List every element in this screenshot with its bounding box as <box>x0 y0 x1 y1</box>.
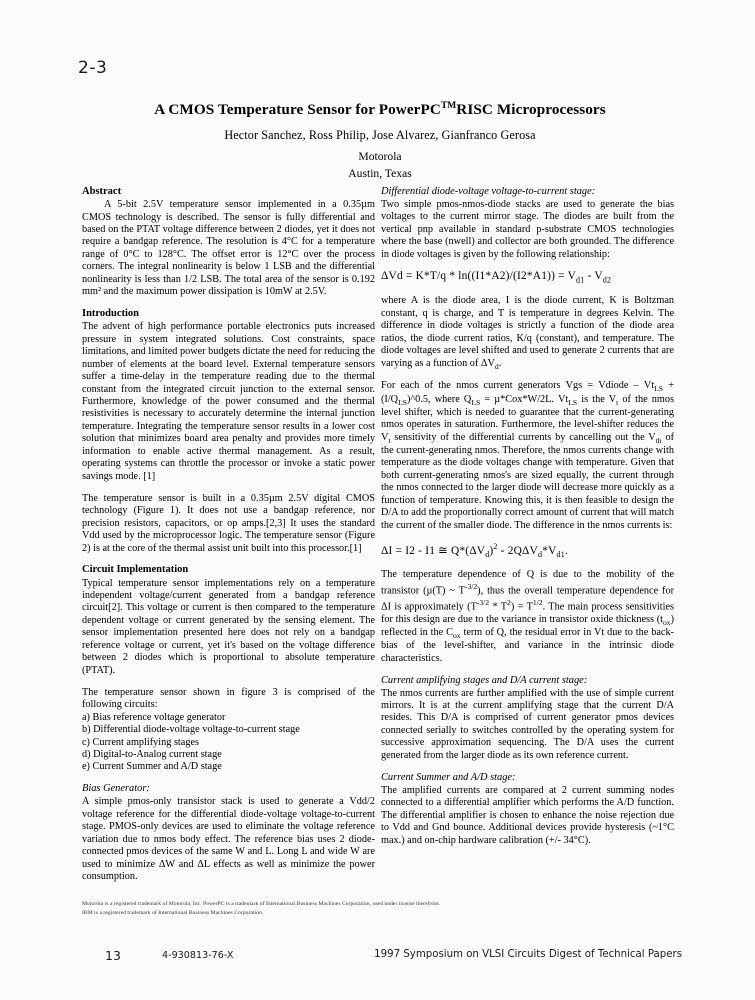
formula-i-a: ΔI = I2 - I1 ≅ Q*(ΔV <box>381 544 486 557</box>
introduction-heading: Introduction <box>82 308 139 320</box>
circuit-paragraph-1: Typical temperature sensor implementations rely on a temperature independent voltage/current generated from a bandgap reference circuit[2]. This voltage or current is then compared to the temperature dependent voltage or current generated by the sensing element. The sensor implementation presented here does not rely on a bandgap reference voltage or current, yet it's based on the voltage difference between 2 diodes which is proportional to absolute temperature (PTAT). <box>82 577 375 676</box>
affiliation-company: Motorola <box>358 150 402 163</box>
formula-i-sub2: d <box>538 549 543 559</box>
formula-i-b: ) <box>489 544 494 557</box>
diff-p2-subscript: d <box>494 361 499 371</box>
footer-isbn: 4-930813-76-X <box>162 950 234 961</box>
diff-p3-f: of the nmos level shifter, which is needed to guarantee that the current-generating nmos operates in saturation. Furthermore, the level-shifter reduces the V <box>381 393 675 443</box>
diff-p3-sub7: th <box>655 435 662 445</box>
temp-dep-b: ), thus the overall temperature dependence for ΔI is approximately (T <box>381 585 674 613</box>
diff-p3-sub4: LS <box>568 397 578 407</box>
formula-vd-mid: - V <box>584 270 603 283</box>
diff-p3-a: For each of the nmos current generators Vgs = Vdiode – Vt <box>381 380 655 392</box>
abstract-body: A 5-bit 2.5V temperature sensor implemented in a 0.35µm CMOS technology is described. The sensor is fully differential and based on the PTAT voltage difference between 2 diodes, yet it does not require a bandgap reference. The resolution is 4°C for a temperature range of 0°C to 128°C. The offset error is 12°C over the process corners. The integral nonlinearity is below 1 LSB and the differential nonlinearity is less than 1/2 LSB. The total area of the sensor is 0.192 mm² and the maximum power dissipation is 10mW at 2.5V. <box>82 199 375 298</box>
page-title <box>70 100 690 119</box>
formula-i-sup: 2 <box>493 541 498 551</box>
formula-vd-sub1: d1 <box>576 275 585 285</box>
differential-paragraph-3 <box>381 380 674 532</box>
right-column <box>381 186 674 857</box>
diff-p2-end: . <box>498 357 502 369</box>
title-text-part1: A CMOS Temperature Sensor for PowerPC <box>154 101 441 118</box>
footnote-line-2: IBM is a registered trademark of International Business Machines Corporation. <box>82 909 264 916</box>
diff-p3-e: is the V <box>577 393 617 405</box>
circuit-list <box>82 712 375 774</box>
formula-i-d: *V <box>542 544 557 557</box>
left-column <box>82 186 375 893</box>
author-list: Hector Sanchez, Ross Philip, Jose Alvarez, Gianfranco Gerosa <box>224 128 536 142</box>
temperature-dependence-paragraph <box>381 569 674 665</box>
temp-dep-a: The temperature dependence of Q is due to the mobility of the transistor (µ(T) ~ T <box>381 569 674 597</box>
current-summer-body: The amplified currents are compared at 2 current summing nodes connected to a differential amplifier which performs the A/D function. The differential amplifier is chosen to enhance the noise rejection due to Vdd and Gnd bounce. Additional devices provide hysteresis (~1°C max.) and on-chip hardware calibration (+/- 34°C). <box>381 784 674 846</box>
temp-dep-sub1: ox <box>662 617 671 627</box>
circuit-implementation-heading: Circuit Implementation <box>82 564 189 576</box>
formula-i-sub1: d <box>485 549 490 559</box>
circuit-paragraph-2: The temperature sensor shown in figure 3 is comprised of the following circuits: <box>82 686 375 711</box>
list-item: a) Bias reference voltage generator <box>82 711 226 723</box>
formula-i-sub3: d1 <box>556 549 565 559</box>
temp-dep-sub2: ox <box>452 630 461 640</box>
footnote-line-1: Motorola is a registered trademark of Motorola, Inc. PowerPC is a trademark of International Business Machines Corporation, used under license therefrom. <box>82 901 441 907</box>
introduction-paragraph-2: The temperature sensor is built in a 0.35µm 2.5V digital CMOS technology (Figure 1). It does not use a bandgap reference, nor precision resistors, capacitors, or op amps.[2,3] It uses the standard Vdd used by the microprocessor logic. The temperature sensor (Figure 2) is at the core of the thermal assist unit built into this processor.[1] <box>82 492 375 554</box>
diff-p3-b: + (I/Q <box>381 380 674 405</box>
formula-i-e: . <box>564 544 568 557</box>
diff-p2-text: where A is the diode area, I is the diode current, K is Boltzman constant, q is charge, and T is temperature in degrees Kelvin. The difference in diode voltages is strictly a function of the diode area ratios, the diode current ratios, K/q (constant), and temperature. The diode voltages are level shifted and used to generate 2 currents that are varying as a function of ΔV <box>381 295 674 369</box>
bias-generator-body: A simple pmos-only transistor stack is used to generate a Vdd/2 voltage reference for the differential diode-voltage voltage-to-current stage. PMOS-only devices are used to eliminate the voltage reference variation due to nmos body effect. The reference bias uses 2 diode-connected pmos devices of the same W and L. Long L and wide W are used to minimize ΔW and ΔL effects as well as minimize the power consumption. <box>82 796 375 883</box>
temp-dep-sup2: -3/2 <box>476 597 490 607</box>
trademark-superscript: TM <box>440 100 457 111</box>
introduction-paragraph-1: The advent of high performance portable electronics puts increased pressure in system integrated solutions. Cost constraints, space limitations, and limited power budgets dictate the need for reducing the number of elements at the board level. External temperature sensors suffer a time-delay in the temperature reading due to the thermal constant from the integrated circuit junction to the external sensor. Furthermore, knowledge of the power consumed and the thermal resistivities is necessary to accurately determine the internal junction temperature. Integrating the temperature sensor results in a lower cost solution that minimizes board area penalty and provides more timely information to enable active thermal management. As a result, operating systems can throttle the processor or invoke a static power savings mode. [1] <box>82 321 375 482</box>
temp-dep-d: ) = T <box>510 601 533 613</box>
temp-dep-g: term of Q, the residual error in Vt due to the back-bias of the level-shifter, and variance in the intrinsic diode characteristics. <box>381 626 674 664</box>
temp-dep-sup1: -3/2 <box>464 581 478 591</box>
formula-delta-i <box>381 542 674 560</box>
list-item: d) Digital-to-Analog current stage <box>82 748 222 760</box>
diff-p3-c: )^0.5, where Q <box>406 393 472 405</box>
current-amplifying-body: The nmos currents are further amplified with the use of simple current mirrors. It is at the current amplifying stage that the current D/A resides. This D/A is comprised of current generator pmos devices connected serially to switches controlled by the operating system for successive approximation sequencing. The D/A uses the current generated from the larger diode as its own reference current. <box>381 687 674 761</box>
affiliation-location: Austin, Texas <box>348 166 412 180</box>
diff-p3-d: = µ*Cox*W/2L. Vt <box>480 393 569 405</box>
footnote-block <box>82 900 612 917</box>
list-item: c) Current amplifying stages <box>82 736 199 748</box>
bias-generator-heading: Bias Generator: <box>82 783 150 795</box>
differential-paragraph-2 <box>381 295 674 371</box>
current-amplifying-heading: Current amplifying stages and D/A current stage: <box>381 674 588 686</box>
differential-stage-body: Two simple pmos-nmos-diode stacks are used to generate the bias voltages to the current mirror stage. The diodes are built from the vertical pnp available in standard p-substrate CMOS technologies where the base (nwell) and collector are both grounded. The difference in diode voltages is given by the following relationship: <box>381 198 674 260</box>
diff-p3-sub6: t <box>388 435 391 445</box>
temp-dep-c: * T <box>489 601 508 613</box>
diff-p3-sub5: t <box>616 397 619 407</box>
footer-conference-name: 1997 Symposium on VLSI Circuits Digest of Technical Papers <box>374 949 682 960</box>
temp-dep-e: . The main process sensitivities for this design are due to the variance in transistor oxide thickness (t <box>381 601 675 625</box>
temp-dep-f: ) reflected in the C <box>381 613 674 638</box>
formula-delta-vd <box>381 270 674 285</box>
session-identifier: 2-3 <box>78 58 108 78</box>
diff-p3-g: sensitivity of the differential currents by cancelling out the V <box>390 431 656 443</box>
list-item: b) Differential diode-voltage voltage-to-current stage <box>82 724 300 736</box>
footer-page-number: 13 <box>105 948 121 963</box>
formula-i-c: - 2QΔV <box>497 544 538 557</box>
abstract-heading: Abstract <box>82 186 122 197</box>
page-footer <box>82 948 682 968</box>
differential-stage-heading: Differential diode-voltage voltage-to-current stage: <box>381 186 596 197</box>
diff-p3-h: of the current-generating nmos. Therefore, the nmos currents change with temperature as the diode voltages change with temperature. Given that both current-generating nmos's are sized equally, the current through the nmos connected to the larger diode will decrease more quickly as a function of temperature. Knowing this, it is then feasible to design the D/A to add the proportionally correct amount of current that will match the current of the smaller diode. The difference in the nmos currents is: <box>381 431 674 531</box>
temp-dep-sup3: 2 <box>507 597 511 607</box>
temp-dep-sup4: 1/2 <box>532 597 543 607</box>
title-block <box>70 100 690 181</box>
current-summer-heading: Current Summer and A/D stage: <box>381 771 516 783</box>
list-item: e) Current Summer and A/D stage <box>82 761 222 773</box>
diff-p3-sub2: LS <box>398 397 407 407</box>
formula-vd-sub2: d2 <box>602 275 612 285</box>
formula-vd-main: ΔVd = K*T/q * ln((I1*A2)/(I2*A1)) = V <box>381 270 577 283</box>
title-text-part2: RISC Microprocessors <box>456 101 606 118</box>
diff-p3-sub3: LS <box>471 397 481 407</box>
diff-p3-sub1: LS <box>654 384 663 394</box>
